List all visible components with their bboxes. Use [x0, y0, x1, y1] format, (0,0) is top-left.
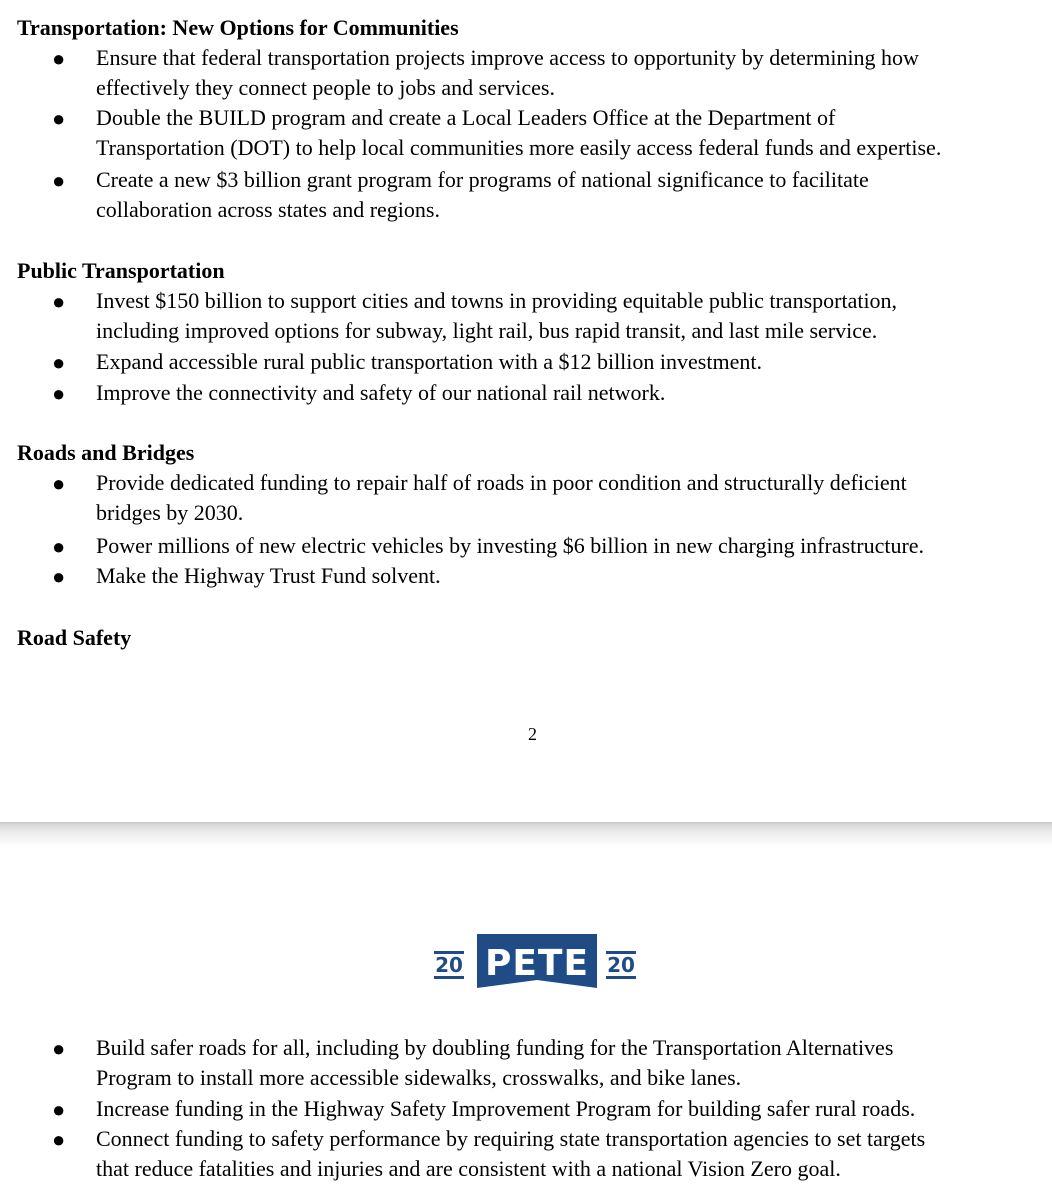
bullet-icon: ● [52, 289, 66, 314]
bullet-icon: ● [52, 350, 66, 375]
list-item [96, 468, 907, 528]
bullet-icon: ● [52, 534, 66, 559]
list-item-line: including improved options for subway, light rail, bus rapid transit, and last mile service. [96, 318, 878, 343]
pete-2020-logo [433, 934, 641, 994]
list-item-line: Ensure that federal transportation projects improve access to opportunity by determining how [96, 45, 919, 70]
list-item-line: Transportation (DOT) to help local communities more easily access federal funds and expertise. [96, 135, 942, 160]
section-heading-roads-and-bridges: Roads and Bridges [17, 440, 195, 465]
list-item-line: that reduce fatalities and injuries and are consistent with a national Vision Zero goal. [96, 1156, 841, 1181]
list-item-line: Double the BUILD program and create a Local Leaders Office at the Department of [96, 105, 836, 130]
list-item-line: Program to install more accessible sidewalks, crosswalks, and bike lanes. [96, 1065, 742, 1090]
bullet-icon: ● [52, 381, 66, 406]
logo-year-right-text: 20 [607, 953, 635, 977]
bullet-icon: ● [52, 46, 66, 71]
bullet-icon: ● [52, 168, 66, 193]
list-item-line: collaboration across states and regions. [96, 197, 440, 222]
list-item-line: Connect funding to safety performance by requiring state transportation agencies to set targets [96, 1126, 926, 1151]
list-item [96, 1124, 925, 1184]
page-number: 2 [528, 724, 537, 744]
bullet-icon: ● [52, 106, 66, 131]
bullet-icon: ● [52, 471, 66, 496]
logo-year-left [433, 951, 465, 979]
logo-year-right [605, 951, 637, 979]
page-separator [0, 822, 1052, 846]
bullet-icon: ● [52, 1097, 66, 1122]
list-item-line: Build safer roads for all, including by doubling funding for the Transportation Alternatives [96, 1035, 894, 1060]
bullet-icon: ● [52, 1127, 66, 1152]
list-item [96, 165, 869, 225]
section-heading-new-options: Transportation: New Options for Communities [17, 15, 459, 40]
logo-wordmark: PETE [484, 943, 590, 984]
list-item [96, 286, 897, 346]
bullet-icon: ● [52, 1036, 66, 1061]
list-item-line: Create a new $3 billion grant program for programs of national significance to facilitate [96, 167, 869, 192]
list-item [96, 531, 924, 561]
list-item-line: Make the Highway Trust Fund solvent. [96, 563, 441, 588]
list-item [96, 378, 665, 408]
section-heading-public-transportation: Public Transportation [17, 258, 225, 283]
list-item [96, 1094, 915, 1124]
list-item-line: Improve the connectivity and safety of our national rail network. [96, 380, 666, 405]
list-item-line: Power millions of new electric vehicles by investing $6 billion in new charging infrastructure. [96, 533, 925, 558]
bullet-icon: ● [52, 564, 66, 589]
section-heading-road-safety: Road Safety [17, 625, 132, 650]
list-item [96, 43, 919, 103]
list-item [96, 347, 762, 377]
list-item-line: Expand accessible rural public transportation with a $12 billion investment. [96, 349, 762, 374]
list-item-line: bridges by 2030. [96, 500, 244, 525]
list-item [96, 103, 941, 163]
list-item [96, 1033, 893, 1093]
list-item-line: Increase funding in the Highway Safety Improvement Program for building safer rural roads. [96, 1096, 916, 1121]
document-page-2 [0, 846, 1052, 1200]
list-item [96, 561, 441, 591]
list-item-line: effectively they connect people to jobs and services. [96, 75, 555, 100]
list-item-line: Invest $150 billion to support cities and towns in providing equitable public transportation, [96, 288, 898, 313]
logo-year-left-text: 20 [435, 953, 463, 977]
list-item-line: Provide dedicated funding to repair half of roads in poor condition and structurally deficient [96, 470, 907, 495]
